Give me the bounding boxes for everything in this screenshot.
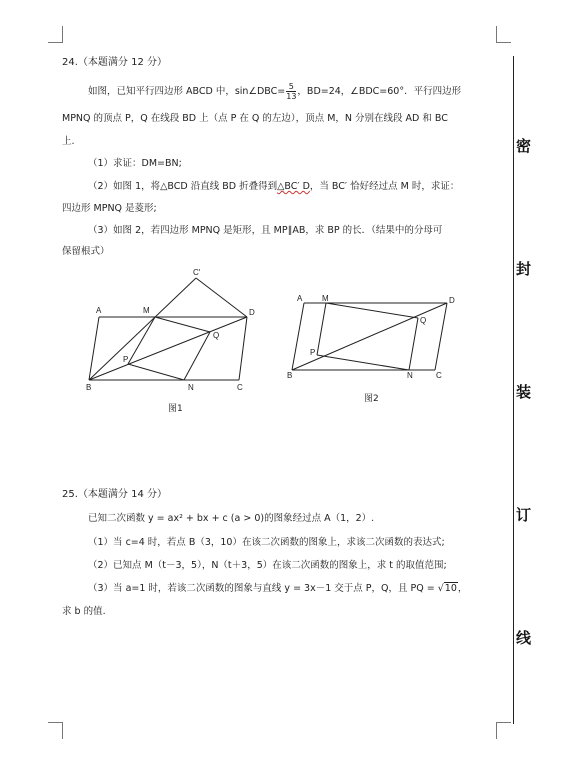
fig1-edge-MP	[128, 317, 155, 364]
fig1-label-M: M	[143, 306, 150, 315]
q24-line3: 上.	[62, 136, 75, 147]
q24-line2: MPNQ 的顶点 P，Q 在线段 BD 上（点 P 在 Q 的左边），顶点 M，N 分别在线段 AD 和 BC	[62, 113, 448, 124]
q24-line1	[88, 82, 461, 101]
q25-part3	[88, 583, 467, 595]
fig1-label-P: P	[123, 355, 129, 364]
q24-part2-pre: （2）如图 1，将△BCD 沿直线 BD 折叠得到	[88, 181, 278, 192]
fig2-edge-PN	[317, 355, 409, 370]
fig2-caption: 图2	[364, 394, 379, 404]
side-char-zhuang: 装	[516, 383, 532, 401]
fig1-diagonal-BD	[89, 317, 247, 380]
corner-mark-top-left	[48, 26, 63, 43]
corner-mark-bottom-right	[496, 722, 511, 739]
q25-part2: （2）已知点 M（t－3，5），N（t＋3，5）在该二次函数的图象上，求 t 的取值范围;	[88, 560, 447, 571]
q24-part2-line2: 四边形 MPNQ 是菱形;	[62, 203, 157, 214]
q24-part2-post: ，当 BC′ 恰好经过点 M 时，求证：	[309, 181, 460, 192]
fig1-label-B: B	[86, 383, 92, 392]
fig1-edge-PN	[128, 364, 184, 380]
fig1-label-C: C	[237, 383, 243, 392]
fig2-label-N: N	[407, 371, 413, 380]
fig1-label-Q: Q	[213, 331, 220, 340]
q25-intro: 已知二次函数 y = ax² + bx + c (a > 0)的图象经过点 A（1，2）.	[88, 513, 375, 524]
fig1-label-D: D	[249, 308, 255, 317]
side-char-xian: 线	[516, 629, 532, 647]
corner-mark-bottom-left	[48, 722, 63, 739]
fig2-label-Q: Q	[420, 316, 427, 325]
fig2-label-M: M	[322, 294, 329, 303]
q24-part2	[88, 181, 459, 193]
side-char-mi: 密	[516, 137, 532, 155]
binding-line	[513, 56, 514, 724]
fig2-diagonal-BD	[292, 303, 447, 370]
fig1-edge-AB	[89, 317, 99, 380]
q24-frac-den: 13	[286, 92, 297, 101]
fig1-label-N: N	[188, 383, 194, 392]
q24-part2-wavy: △BC′ D	[277, 181, 310, 192]
q25-part1: （1）当 c=4 时，若点 B（3，10）在该二次函数的图象上，求该二次函数的表达式;	[88, 537, 445, 548]
fig1-edge-QM	[155, 317, 210, 332]
fig2-label-D: D	[449, 296, 455, 305]
fig1-label-A: A	[96, 306, 102, 315]
q24-title: 24.（本题满分 12 分）	[62, 57, 167, 68]
fig1-edge-NQ	[184, 332, 210, 380]
fig2-edge-NQ	[409, 318, 418, 370]
fig1-edge-C1D	[196, 278, 247, 317]
fig2-edge-QM	[326, 303, 418, 318]
fig2-label-B: B	[287, 371, 293, 380]
fig1-caption: 图1	[168, 404, 183, 414]
q24-line1-post: ，BD=24，∠BDC=60°．平行四边形	[297, 86, 462, 97]
fig1-edge-BC1	[89, 278, 196, 380]
q25-part3-line2: 求 b 的值.	[62, 606, 106, 617]
fig2-label-A: A	[297, 294, 303, 303]
fig2-edge-MP	[317, 303, 326, 355]
corner-mark-top-right	[496, 26, 511, 43]
fig2-label-P: P	[310, 348, 316, 357]
q25-title: 25.（本题满分 14 分）	[62, 489, 167, 500]
q24-part3: （3）如图 2，若四边形 MPNQ 是矩形，且 MP∥AB，求 BP 的长．（结果中的分母可	[88, 225, 443, 236]
q25-part3-post: ，	[457, 583, 468, 594]
fig1-edge-DC	[239, 317, 247, 380]
q25-sqrt-value: 10	[444, 583, 457, 594]
fig2-edge-AB	[292, 303, 304, 370]
q24-frac-num: 5	[286, 82, 296, 92]
q24-part3-line2: 保留根式）	[62, 246, 110, 257]
fig1-label-C1: C′	[193, 268, 201, 277]
q24-part1: （1）求证：DM=BN;	[88, 158, 182, 169]
fig2-edge-DC	[435, 303, 447, 370]
q24-fraction	[286, 82, 296, 101]
q25-part3-pre: （3）当 a=1 时，若该二次函数的图象与直线 y = 3x－1 交于点 P，Q，且 PQ =	[88, 583, 438, 594]
side-char-ding: 订	[516, 506, 532, 524]
q24-line1-pre: 如图，已知平行四边形 ABCD 中，sin∠DBC=	[88, 86, 286, 97]
fig2-label-C: C	[436, 371, 442, 380]
side-char-feng: 封	[516, 260, 532, 278]
q25-sqrt-sign: √	[437, 583, 444, 594]
